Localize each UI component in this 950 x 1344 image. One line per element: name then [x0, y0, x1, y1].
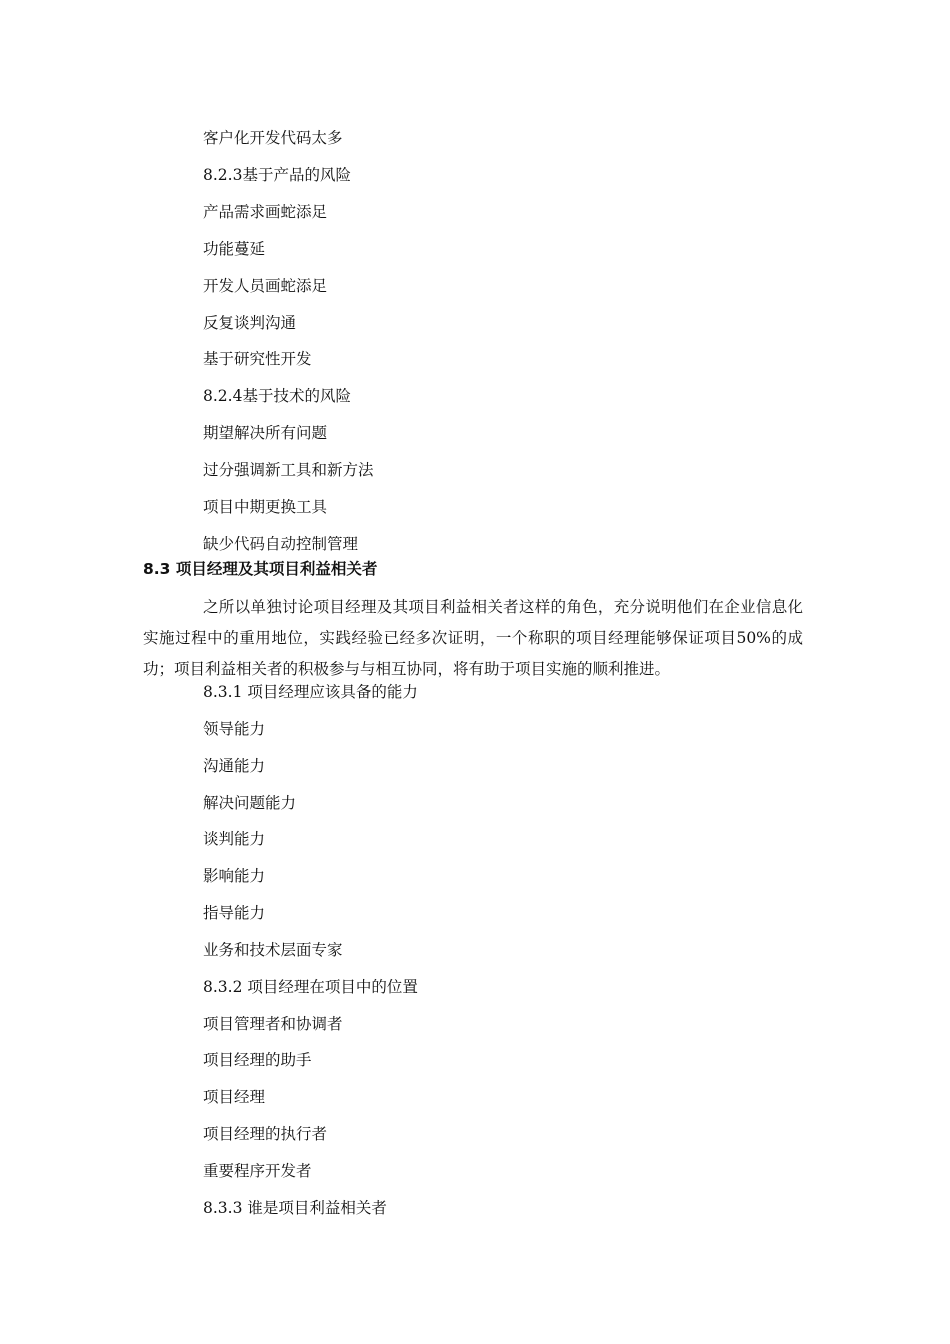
text-line: 领导能力	[203, 720, 266, 738]
text-line: 项目中期更换工具	[203, 498, 328, 516]
text-line: 基于研究性开发	[203, 350, 312, 368]
text-line: 项目经理的执行者	[203, 1125, 328, 1143]
body-paragraph: 之所以单独讨论项目经理及其项目利益相关者这样的角色，充分说明他们在企业信息化实施过程中的重用地位，实践经验已经多次证明，一个称职的项目经理能够保证项目50%的成功；项目利益相关者的积极参与与相互协同，将有助于项目实施的顺利推进。	[143, 598, 803, 678]
text-line: 项目经理的助手	[203, 1051, 312, 1069]
text-line: 期望解决所有问题	[203, 424, 328, 442]
text-line: 开发人员画蛇添足	[203, 277, 328, 295]
subsection-title: 8.2.4基于技术的风险	[203, 387, 351, 405]
text-line: 客户化开发代码太多	[203, 129, 343, 147]
text-line: 项目经理	[203, 1088, 266, 1106]
text-line: 项目管理者和协调者	[203, 1015, 343, 1033]
text-line: 缺少代码自动控制管理	[203, 535, 359, 553]
subsection-title: 8.3.3 谁是项目利益相关者	[203, 1199, 387, 1217]
text-line: 反复谈判沟通	[203, 314, 297, 332]
text-line: 重要程序开发者	[203, 1162, 312, 1180]
text-line: 解决问题能力	[203, 794, 297, 812]
subsection-title: 8.2.3基于产品的风险	[203, 166, 351, 184]
subsection-title: 8.3.2 项目经理在项目中的位置	[203, 978, 418, 996]
text-line: 指导能力	[203, 904, 266, 922]
text-line: 过分强调新工具和新方法	[203, 461, 374, 479]
text-line: 业务和技术层面专家	[203, 941, 343, 959]
text-line: 谈判能力	[203, 830, 266, 848]
text-line: 沟通能力	[203, 757, 266, 775]
text-line: 影响能力	[203, 867, 266, 885]
subsection-title: 8.3.1 项目经理应该具备的能力	[203, 683, 418, 701]
text-line: 功能蔓延	[203, 240, 266, 258]
section-heading: 8.3 项目经理及其项目利益相关者	[143, 560, 378, 578]
text-line: 产品需求画蛇添足	[203, 203, 328, 221]
